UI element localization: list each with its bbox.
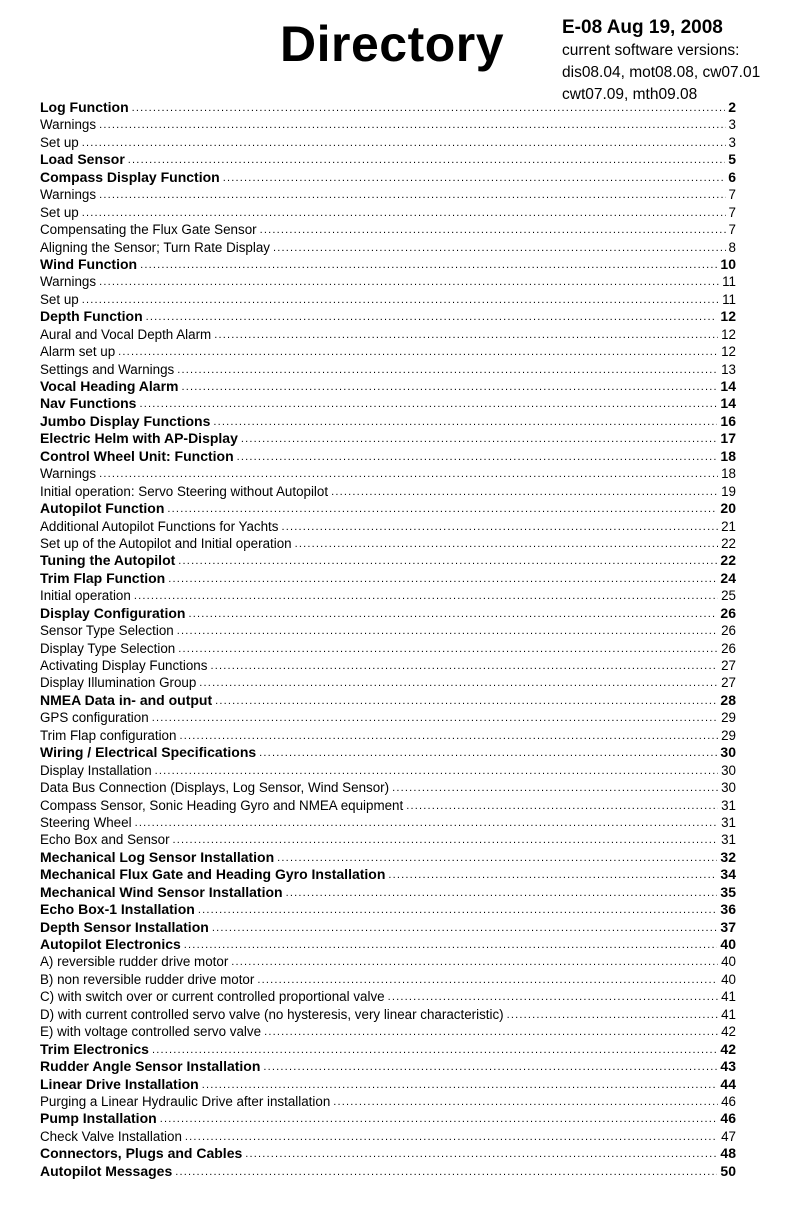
toc-entry-title: Autopilot Function bbox=[40, 500, 165, 517]
dot-leader bbox=[257, 971, 718, 988]
toc-entry-page: 18 bbox=[720, 447, 736, 464]
dot-leader bbox=[175, 1163, 717, 1180]
toc-entry-title: Electric Helm with AP-Display bbox=[40, 430, 238, 447]
toc-entry-page: 46 bbox=[720, 1110, 736, 1127]
toc-entry-title: Initial operation: Servo Steering without Autopilot bbox=[40, 483, 329, 499]
toc-entry-page: 18 bbox=[721, 466, 736, 482]
toc-entry-title: Check Valve Installation bbox=[40, 1128, 182, 1144]
toc-section-entry[interactable] bbox=[40, 605, 736, 622]
toc-entry-page: 26 bbox=[721, 640, 736, 656]
dot-leader bbox=[132, 99, 726, 116]
toc-subsection-entry[interactable] bbox=[40, 116, 736, 133]
dot-leader bbox=[281, 518, 718, 535]
toc-entry-title: Mechanical Wind Sensor Installation bbox=[40, 883, 283, 900]
dot-leader bbox=[507, 1006, 718, 1023]
toc-section-entry[interactable] bbox=[40, 1163, 736, 1180]
toc-entry-title: Pump Installation bbox=[40, 1110, 157, 1127]
toc-entry-page: 48 bbox=[720, 1145, 736, 1162]
toc-subsection-entry[interactable] bbox=[40, 535, 736, 552]
toc-section-entry[interactable] bbox=[40, 744, 736, 761]
dot-leader bbox=[210, 657, 718, 674]
toc-entry-title: Nav Functions bbox=[40, 395, 137, 412]
toc-entry-page: 16 bbox=[720, 412, 736, 429]
toc-entry-page: 42 bbox=[721, 1024, 736, 1040]
toc-entry-page: 12 bbox=[721, 344, 736, 360]
toc-entry-page: 29 bbox=[721, 727, 736, 743]
dot-leader bbox=[212, 919, 718, 936]
toc-entry-title: Compensating the Flux Gate Sensor bbox=[40, 222, 257, 238]
toc-entry-title: Warnings bbox=[40, 466, 97, 482]
toc-section-entry[interactable] bbox=[40, 500, 736, 517]
toc-entry-title: Data Bus Connection (Displays, Log Sensor, Wind Sensor) bbox=[40, 780, 390, 796]
toc-subsection-entry[interactable] bbox=[40, 727, 736, 744]
toc-entry-title: Display Illumination Group bbox=[40, 675, 197, 691]
toc-subsection-entry[interactable] bbox=[40, 657, 736, 674]
toc-entry-page: 41 bbox=[721, 989, 736, 1005]
toc-entry-title: Control Wheel Unit: Function bbox=[40, 447, 234, 464]
toc-entry-page: 50 bbox=[720, 1162, 736, 1179]
dot-leader bbox=[140, 256, 717, 273]
toc-entry-title: Display Installation bbox=[40, 762, 152, 778]
toc-entry-page: 25 bbox=[721, 588, 736, 604]
toc-entry-page: 42 bbox=[720, 1040, 736, 1057]
dot-leader bbox=[82, 134, 726, 151]
toc-section-entry[interactable] bbox=[40, 378, 736, 395]
toc-subsection-entry[interactable] bbox=[40, 831, 736, 848]
toc-subsection-entry[interactable] bbox=[40, 465, 736, 482]
toc-entry-page: 24 bbox=[720, 569, 736, 586]
toc-entry-title: Tuning the Autopilot bbox=[40, 552, 176, 569]
dot-leader bbox=[181, 378, 717, 395]
dot-leader bbox=[199, 674, 718, 691]
toc-subsection-entry[interactable] bbox=[40, 587, 736, 604]
toc-entry-page: 30 bbox=[721, 762, 736, 778]
toc-entry-title: Jumbo Display Functions bbox=[40, 412, 211, 429]
toc-subsection-entry[interactable] bbox=[40, 814, 736, 831]
dot-leader bbox=[139, 395, 717, 412]
toc-entry-page: 8 bbox=[728, 239, 736, 255]
toc-entry-page: 7 bbox=[728, 222, 736, 238]
toc-entry-title: Set up of the Autopilot and Initial operation bbox=[40, 535, 292, 551]
toc-section-entry[interactable] bbox=[40, 692, 736, 709]
dot-leader bbox=[184, 936, 718, 953]
dot-leader bbox=[260, 221, 726, 238]
toc-entry-title: Load Sensor bbox=[40, 151, 125, 168]
dot-leader bbox=[168, 570, 717, 587]
toc-entry-title: Trim Flap Function bbox=[40, 569, 166, 586]
dot-leader bbox=[185, 1128, 718, 1145]
toc-entry-title: A) reversible rudder drive motor bbox=[40, 954, 229, 970]
dot-leader bbox=[264, 1023, 718, 1040]
dot-leader bbox=[198, 901, 718, 918]
toc-subsection-entry[interactable] bbox=[40, 1128, 736, 1145]
toc-entry-title: Compass Sensor, Sonic Heading Gyro and NMEA equipment bbox=[40, 797, 404, 813]
toc-entry-page: 20 bbox=[720, 500, 736, 517]
toc-subsection-entry[interactable] bbox=[40, 797, 736, 814]
toc-subsection-entry[interactable] bbox=[40, 674, 736, 691]
toc-section-entry[interactable] bbox=[40, 849, 736, 866]
toc-section-entry[interactable] bbox=[40, 151, 736, 168]
toc-section-entry[interactable] bbox=[40, 866, 736, 883]
toc-entry-title: Additional Autopilot Functions for Yachts bbox=[40, 518, 279, 534]
toc-entry-title: Steering Wheel bbox=[40, 814, 132, 830]
toc-entry-title: Wind Function bbox=[40, 255, 138, 272]
version-date: E-08 Aug 19, 2008 bbox=[562, 17, 723, 38]
toc-entry-page: 31 bbox=[721, 797, 736, 813]
toc-entry-page: 26 bbox=[720, 604, 736, 621]
toc-subsection-entry[interactable] bbox=[40, 239, 736, 256]
toc-subsection-entry[interactable] bbox=[40, 640, 736, 657]
toc-section-entry[interactable] bbox=[40, 1041, 736, 1058]
toc-entry-page: 43 bbox=[720, 1058, 736, 1075]
toc-entry-title: Depth Sensor Installation bbox=[40, 918, 209, 935]
toc-entry-title: Echo Box-1 Installation bbox=[40, 901, 195, 918]
toc-entry-title: Aligning the Sensor; Turn Rate Display bbox=[40, 239, 270, 255]
toc-section-entry[interactable] bbox=[40, 256, 736, 273]
toc-section-entry[interactable] bbox=[40, 1076, 736, 1093]
dot-leader bbox=[99, 116, 725, 133]
toc-entry-page: 31 bbox=[721, 814, 736, 830]
dot-leader bbox=[178, 552, 717, 569]
toc-entry-title: Set up bbox=[40, 134, 79, 150]
dot-leader bbox=[188, 605, 717, 622]
toc-entry-title: Aural and Vocal Depth Alarm bbox=[40, 326, 212, 342]
toc-section-entry[interactable] bbox=[40, 919, 736, 936]
toc-subsection-entry[interactable] bbox=[40, 326, 736, 343]
dot-leader bbox=[152, 709, 718, 726]
toc-subsection-entry[interactable] bbox=[40, 204, 736, 221]
toc-subsection-entry[interactable] bbox=[40, 779, 736, 796]
toc-subsection-entry[interactable] bbox=[40, 622, 736, 639]
dot-leader bbox=[152, 1041, 717, 1058]
dot-leader bbox=[406, 797, 718, 814]
toc-entry-title: Initial operation bbox=[40, 588, 131, 604]
table-of-contents bbox=[40, 99, 736, 1180]
dot-leader bbox=[167, 500, 717, 517]
toc-section-entry[interactable] bbox=[40, 570, 736, 587]
toc-entry-page: 22 bbox=[720, 552, 736, 569]
toc-entry-page: 19 bbox=[721, 483, 736, 499]
dot-leader bbox=[99, 465, 718, 482]
dot-leader bbox=[388, 866, 717, 883]
toc-entry-page: 5 bbox=[728, 151, 736, 168]
toc-section-entry[interactable] bbox=[40, 169, 736, 186]
dot-leader bbox=[160, 1110, 718, 1127]
dot-leader bbox=[215, 692, 717, 709]
dot-leader bbox=[223, 169, 726, 186]
toc-entry-title: Set up bbox=[40, 291, 79, 307]
toc-subsection-entry[interactable] bbox=[40, 762, 736, 779]
toc-entry-page: 34 bbox=[720, 866, 736, 883]
dot-leader bbox=[146, 308, 718, 325]
toc-entry-title: Autopilot Electronics bbox=[40, 936, 181, 952]
software-versions-line2: cwt07.09, mth09.08 bbox=[562, 86, 698, 103]
toc-entry-title: GPS configuration bbox=[40, 710, 149, 726]
toc-entry-title: Mechanical Flux Gate and Heading Gyro Installation bbox=[40, 866, 386, 883]
toc-entry-page: 32 bbox=[720, 848, 736, 865]
toc-subsection-entry[interactable] bbox=[40, 186, 736, 203]
toc-entry-title: Alarm set up bbox=[40, 344, 116, 360]
toc-entry-page: 47 bbox=[721, 1128, 736, 1144]
toc-entry-title: Vocal Heading Alarm bbox=[40, 378, 179, 394]
toc-entry-title: Wiring / Electrical Specifications bbox=[40, 744, 257, 761]
toc-entry-page: 12 bbox=[721, 326, 736, 342]
toc-entry-page: 41 bbox=[721, 1006, 736, 1022]
toc-entry-title: NMEA Data in- and output bbox=[40, 691, 213, 708]
toc-subsection-entry[interactable] bbox=[40, 709, 736, 726]
dot-leader bbox=[273, 239, 726, 256]
toc-section-entry[interactable] bbox=[40, 395, 736, 412]
toc-section-entry[interactable] bbox=[40, 552, 736, 569]
toc-entry-title: Mechanical Log Sensor Installation bbox=[40, 848, 275, 865]
dot-leader bbox=[173, 831, 719, 848]
dot-leader bbox=[392, 779, 718, 796]
toc-subsection-entry[interactable] bbox=[40, 343, 736, 360]
toc-entry-page: 30 bbox=[721, 780, 736, 796]
toc-entry-page: 36 bbox=[720, 901, 736, 918]
toc-entry-title: Linear Drive Installation bbox=[40, 1075, 199, 1092]
toc-entry-title: Sensor Type Selection bbox=[40, 623, 174, 639]
toc-entry-page: 7 bbox=[728, 204, 736, 220]
dot-leader bbox=[237, 448, 718, 465]
toc-entry-page: 6 bbox=[728, 168, 736, 185]
toc-entry-page: 10 bbox=[720, 255, 736, 272]
toc-subsection-entry[interactable] bbox=[40, 1023, 736, 1040]
toc-section-entry[interactable] bbox=[40, 413, 736, 430]
dot-leader bbox=[277, 849, 717, 866]
software-versions-line1: dis08.04, mot08.08, cw07.01 bbox=[562, 64, 761, 81]
toc-entry-page: 2 bbox=[728, 99, 736, 115]
toc-entry-page: 40 bbox=[721, 971, 736, 987]
dot-leader bbox=[82, 291, 719, 308]
toc-entry-title: Compass Display Function bbox=[40, 168, 220, 185]
dot-leader bbox=[333, 1093, 718, 1110]
dot-leader bbox=[331, 483, 718, 500]
toc-entry-title: D) with current controlled servo valve (no hysteresis, very linear characteristic) bbox=[40, 1006, 504, 1022]
toc-section-entry[interactable] bbox=[40, 936, 736, 953]
toc-entry-page: 40 bbox=[721, 954, 736, 970]
dot-leader bbox=[388, 988, 719, 1005]
toc-entry-title: Purging a Linear Hydraulic Drive after installation bbox=[40, 1093, 331, 1109]
toc-entry-title: Rudder Angle Sensor Installation bbox=[40, 1058, 261, 1075]
dot-leader bbox=[241, 430, 718, 447]
toc-subsection-entry[interactable] bbox=[40, 1093, 736, 1110]
toc-entry-page: 35 bbox=[720, 883, 736, 900]
toc-entry-title: Settings and Warnings bbox=[40, 361, 175, 377]
toc-entry-title: Trim Electronics bbox=[40, 1040, 149, 1057]
toc-entry-page: 28 bbox=[720, 691, 736, 708]
toc-entry-title: Warnings bbox=[40, 117, 97, 133]
toc-subsection-entry[interactable] bbox=[40, 953, 736, 970]
dot-leader bbox=[128, 151, 725, 168]
toc-section-entry[interactable] bbox=[40, 99, 736, 116]
toc-entry-title: Set up bbox=[40, 204, 79, 220]
toc-entry-page: 31 bbox=[721, 832, 736, 848]
toc-entry-page: 11 bbox=[722, 274, 736, 290]
dot-leader bbox=[263, 1058, 717, 1075]
dot-leader bbox=[295, 535, 718, 552]
toc-entry-title: Depth Function bbox=[40, 308, 143, 325]
toc-entry-title: Connectors, Plugs and Cables bbox=[40, 1145, 243, 1162]
toc-section-entry[interactable] bbox=[40, 1145, 736, 1162]
dot-leader bbox=[134, 587, 718, 604]
dot-leader bbox=[135, 814, 719, 831]
dot-leader bbox=[177, 361, 718, 378]
toc-section-entry[interactable] bbox=[40, 448, 736, 465]
toc-subsection-entry[interactable] bbox=[40, 273, 736, 290]
toc-entry-page: 11 bbox=[722, 291, 736, 307]
toc-section-entry[interactable] bbox=[40, 884, 736, 901]
dot-leader bbox=[245, 1145, 717, 1162]
toc-section-entry[interactable] bbox=[40, 308, 736, 325]
document-info bbox=[562, 16, 802, 106]
dot-leader bbox=[286, 884, 718, 901]
toc-entry-page: 44 bbox=[720, 1075, 736, 1092]
toc-subsection-entry[interactable] bbox=[40, 988, 736, 1005]
dot-leader bbox=[178, 640, 718, 657]
toc-subsection-entry[interactable] bbox=[40, 1006, 736, 1023]
toc-entry-page: 37 bbox=[720, 918, 736, 935]
dot-leader bbox=[214, 326, 718, 343]
dot-leader bbox=[118, 343, 718, 360]
toc-entry-title: E) with voltage controlled servo valve bbox=[40, 1024, 262, 1040]
toc-entry-title: Warnings bbox=[40, 187, 97, 203]
dot-leader bbox=[177, 622, 718, 639]
toc-entry-title: C) with switch over or current controlled proportional valve bbox=[40, 989, 385, 1005]
toc-section-entry[interactable] bbox=[40, 901, 736, 918]
toc-entry-page: 22 bbox=[721, 535, 736, 551]
toc-entry-page: 46 bbox=[721, 1093, 736, 1109]
dot-leader bbox=[82, 204, 726, 221]
toc-subsection-entry[interactable] bbox=[40, 361, 736, 378]
toc-entry-page: 3 bbox=[728, 134, 736, 150]
dot-leader bbox=[179, 727, 718, 744]
dot-leader bbox=[155, 762, 718, 779]
dot-leader bbox=[259, 744, 717, 761]
toc-entry-title: Display Configuration bbox=[40, 604, 186, 621]
dot-leader bbox=[213, 413, 717, 430]
toc-section-entry[interactable] bbox=[40, 430, 736, 447]
toc-section-entry[interactable] bbox=[40, 1058, 736, 1075]
toc-entry-page: 21 bbox=[721, 518, 736, 534]
toc-subsection-entry[interactable] bbox=[40, 134, 736, 151]
dot-leader bbox=[99, 186, 725, 203]
toc-entry-title: Activating Display Functions bbox=[40, 658, 208, 673]
toc-entry-title: Autopilot Messages bbox=[40, 1162, 173, 1179]
toc-entry-page: 29 bbox=[721, 710, 736, 726]
toc-entry-title: Log Function bbox=[40, 99, 129, 115]
toc-section-entry[interactable] bbox=[40, 1110, 736, 1127]
toc-entry-page: 12 bbox=[720, 308, 736, 325]
toc-entry-title: Warnings bbox=[40, 274, 97, 290]
toc-subsection-entry[interactable] bbox=[40, 483, 736, 500]
toc-subsection-entry[interactable] bbox=[40, 291, 736, 308]
toc-entry-title: Echo Box and Sensor bbox=[40, 832, 170, 848]
dot-leader bbox=[99, 273, 719, 290]
toc-entry-page: 17 bbox=[720, 430, 736, 447]
toc-subsection-entry[interactable] bbox=[40, 971, 736, 988]
page-title: Directory bbox=[280, 16, 505, 72]
toc-subsection-entry[interactable] bbox=[40, 221, 736, 238]
toc-entry-page: 30 bbox=[720, 744, 736, 761]
toc-entry-page: 40 bbox=[720, 936, 736, 952]
toc-entry-page: 14 bbox=[720, 378, 736, 394]
toc-subsection-entry[interactable] bbox=[40, 518, 736, 535]
toc-entry-title: Display Type Selection bbox=[40, 640, 176, 656]
dot-leader bbox=[231, 953, 718, 970]
toc-entry-page: 7 bbox=[728, 187, 736, 203]
toc-entry-page: 27 bbox=[721, 658, 736, 673]
toc-entry-page: 13 bbox=[721, 361, 736, 377]
toc-entry-title: Trim Flap configuration bbox=[40, 727, 177, 743]
software-label: current software versions: bbox=[562, 42, 740, 59]
toc-entry-page: 27 bbox=[721, 675, 736, 691]
toc-entry-title: B) non reversible rudder drive motor bbox=[40, 971, 255, 987]
toc-entry-page: 26 bbox=[721, 623, 736, 639]
dot-leader bbox=[202, 1076, 718, 1093]
toc-entry-page: 3 bbox=[728, 117, 736, 133]
toc-entry-page: 14 bbox=[720, 395, 736, 412]
